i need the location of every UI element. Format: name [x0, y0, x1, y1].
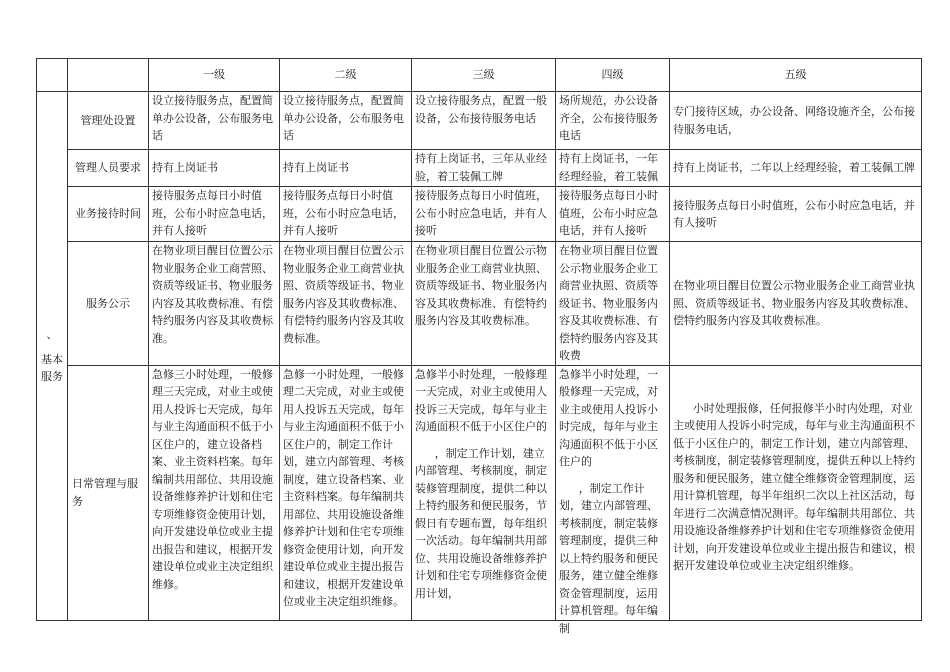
cell-paragraph: 急修一小时处理，一般修理二天完成，对业主或使用人投诉五天完成，每年与业主沟通面积不低于小区住户的，制定工作计划，建立内部管理、考核制度，建立设备档案、业主资料档案。每年编制共用部位、共用设施设备维修养护计划和住宅专项维修资金使用计划，向开发建设单位或业主提出报告和建议，根据开发建设单位或业主决定组织维修。 [283, 367, 404, 608]
category-cell [37, 92, 68, 621]
cell-level-2: 接待服务点每日小时值班，公布小时应急电话，并有人接听 [280, 187, 412, 242]
cell-level-5 [670, 365, 922, 620]
cell-level-3: 在物业项目醒目位置公示物业服务企业工商营业执照、资质等级证书、物业服务内容及其收费标准、有偿特约服务内容及其收费标准。 [412, 242, 556, 366]
cell-level-3 [412, 365, 556, 620]
cell-level-4: 接待服务点每日小时值班，公布小时应急电话，并有人接听 [556, 187, 670, 242]
header-level-4: 四级 [556, 59, 670, 92]
cell-level-1: 设立接待服务点，配置简单办公设备，公布服务电话 [149, 92, 280, 150]
table-row [37, 187, 922, 242]
cell-paragraph: 急修半小时处理，一般修理一天完成，对业主或使用人投诉小时完成，每年与业主沟通面积不低于小区住户的 [559, 367, 658, 468]
cell-level-4: 持有上岗证书，一年经理经验，着工装佩 [556, 150, 670, 187]
cell-level-5: 专门接待区域，办公设备、网络设施齐全，公布接待服务电话， [670, 92, 922, 150]
cell-level-5: 持有上岗证书，二年以上经理经验，着工装佩工牌 [670, 150, 922, 187]
cell-level-4 [556, 365, 670, 635]
row-label-daily-management: 日常管理与服务 [68, 365, 149, 620]
cell-level-1: 持有上岗证书 [149, 150, 280, 187]
cell-level-5: 在物业项目醒目位置公示物业服务企业工商营业执照、资质等级证书、物业服务内容及其收费标准、偿特约服务内容及其收费标准。 [670, 242, 922, 366]
cell-level-3: 持有上岗证书，三年从业经验，着工装佩工牌 [412, 150, 556, 187]
table-row [37, 150, 922, 187]
header-corner-cell [37, 59, 68, 92]
cell-level-2 [280, 365, 412, 620]
header-level-5: 五级 [670, 59, 922, 92]
cell-level-4: 在物业项目醒目位置公示物业服务企业工商营业执照、资质等级证书、物业服务内容及其收费标准、有偿特约服务内容及其收费 [556, 242, 670, 366]
table-row [37, 365, 922, 620]
service-standard-table [36, 58, 922, 635]
row-label-reception-hours: 业务接待时间 [68, 187, 149, 242]
cell-paragraph: 小时处理报修，任何报修半小时内处理，对业主或使用人投诉小时完成，每年与业主沟通面积不低于小区住户的，制定工作计划，建立内部管理、考核制度，制定装修管理制度，提供五种以上特约服务和便民服务，建立健全维修资金管理制度，运用计算机管理，每半年组织二次以上社区活动，每年进行二次满意情况测评。每年编制共用部位、共用设施设备维修养护计划和住宅专项维修资金使用计划，向开发建设单位或业主提出报告和建议，根据开发建设单位或业主决定组织维修。 [673, 401, 915, 572]
cell-level-1: 在物业项目醒目位置公示物业服务企业工商营照、资质等级证书、物业服务内容及其收费标准、有偿特约服务内容及其收费标准。 [149, 242, 280, 366]
row-label-service-notice: 服务公示 [68, 242, 149, 366]
header-row [37, 59, 922, 92]
cell-level-2: 在物业项目醒目位置公示物业服务企业工商营业执照、资质等级证书、物业服务内容及其收费标准、有偿特约服务内容及其收费标准。 [280, 242, 412, 366]
cell-level-3: 接待服务点每日小时值班，公布小时应急电话，并有人接听 [412, 187, 556, 242]
cell-paragraph: 急修半小时处理，一般修理一天完成，对业主或使用人投诉三天完成，每年与业主沟通面积不低于小区住户的 [415, 367, 547, 433]
cell-level-4: 场所规范，办公设备齐全，公布接待服务电话 [556, 92, 670, 150]
cell-level-5: 接待服务点每日小时值班，公布小时应急电话，并有人接听 [670, 187, 922, 242]
cell-paragraph: ，制定工作计划，建立内部管理、考核制度，制定装修管理制度，提供二种以上特约服务和便民服务，节假日有专题布置，每年组织一次活动。每年编制共用部位、共用设施设备维修养护计划和住宅专项维修资金使用计划， [415, 446, 547, 600]
cell-level-2: 设立接待服务点，配置简单办公设备，公布服务电话 [280, 92, 412, 150]
header-item-cell [68, 59, 149, 92]
header-level-1: 一级 [149, 59, 280, 92]
category-mark: 、 [46, 327, 58, 341]
category-label: 基本服务 [41, 353, 63, 384]
table-row [37, 242, 922, 366]
row-label-office-setup: 管理处设置 [68, 92, 149, 150]
header-level-3: 三级 [412, 59, 556, 92]
cell-level-3: 设立接待服务点，配置一般设备，公布接待服务电话 [412, 92, 556, 150]
cell-level-1: 接待服务点每日小时值班，公布小时应急电话，并有人接听 [149, 187, 280, 242]
cell-level-2: 持有上岗证书 [280, 150, 412, 187]
document-page [36, 58, 921, 635]
cell-level-1 [149, 365, 280, 620]
row-label-staff-requirements: 管理人员要求 [68, 150, 149, 187]
cell-paragraph: ，制定工作计划，建立内部管理、考核制度，制定装修管理制度，提供三种以上特约服务和便民服务，建立健全维修资金管理制度，运用计算机管理。每年编制 [559, 481, 658, 635]
table-row [37, 92, 922, 150]
cell-paragraph: 急修三小时处理，一般修理三天完成，对业主或使用人投诉七天完成，每年与业主沟通面积不低于小区住户的，建立设备档案、业主资料档案。每年编制共用部位、共用设施设备维修养护计划和住宅专项维修资金使用计划，向开发建设单位或业主提出报告和建议，根据开发建设单位或业主决定组织维修。 [152, 367, 273, 591]
header-level-2: 二级 [280, 59, 412, 92]
